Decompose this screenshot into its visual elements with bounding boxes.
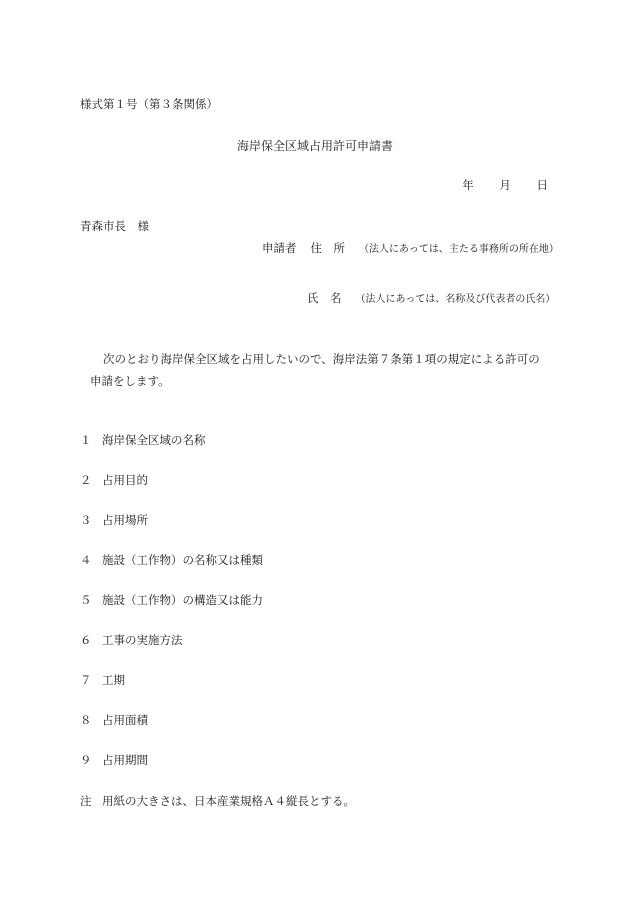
list-item [80,432,206,448]
list-item [80,512,148,528]
list-item [80,752,148,768]
date-month-label: 月 [499,178,511,192]
list-item [80,632,183,648]
body-line-2: 申請をします。 [90,374,170,388]
item-label: 工事の実施方法 [102,633,183,647]
address-note: （法人にあっては、主たる事務所の所在地） [359,244,559,255]
list-item [80,472,148,488]
item-number: ９ [80,753,92,767]
item-label: 占用場所 [102,513,148,527]
applicant-name-line [307,290,555,306]
item-number: ３ [80,513,92,527]
item-number: １ [80,433,92,447]
name-note: （法人にあっては、名称及び代表者の氏名） [355,294,556,305]
item-label: 海岸保全区域の名称 [102,433,206,447]
applicant-address-line [262,240,559,256]
item-number: ６ [80,633,92,647]
address-label: 住 所 [310,241,345,255]
footnote-label: 注 [80,794,92,808]
name-label: 氏 名 [307,291,342,305]
item-label: 占用期間 [102,753,148,767]
item-number: ２ [80,473,92,487]
item-number: ４ [80,553,92,567]
footnote-text: 用紙の大きさは、日本産業規格Ａ４縦長とする。 [102,794,355,808]
item-number: ８ [80,713,92,727]
item-label: 占用目的 [102,473,148,487]
list-item [80,672,125,688]
footnote [80,793,355,809]
applicant-role: 申請者 [262,241,297,255]
body-line-1: 次のとおり海岸保全区域を占用したいので、海岸法第７条第１項の規定による許可の [103,352,540,366]
item-label: 工期 [102,673,125,687]
date-day-label: 日 [536,178,548,192]
document-title: 海岸保全区域占用許可申請書 [236,139,393,153]
item-number: ７ [80,673,92,687]
item-label: 施設（工作物）の名称又は種類 [102,553,263,567]
list-item [80,712,148,728]
item-label: 占用面積 [102,713,148,727]
date-line [462,177,548,193]
item-label: 施設（工作物）の構造又は能力 [102,593,263,607]
list-item [80,592,263,608]
addressee: 青森市長 様 [80,219,149,233]
item-number: ５ [80,593,92,607]
body-text [80,348,560,392]
list-item [80,552,263,568]
date-year-label: 年 [462,178,474,192]
form-number: 様式第１号（第３条関係） [80,97,218,111]
